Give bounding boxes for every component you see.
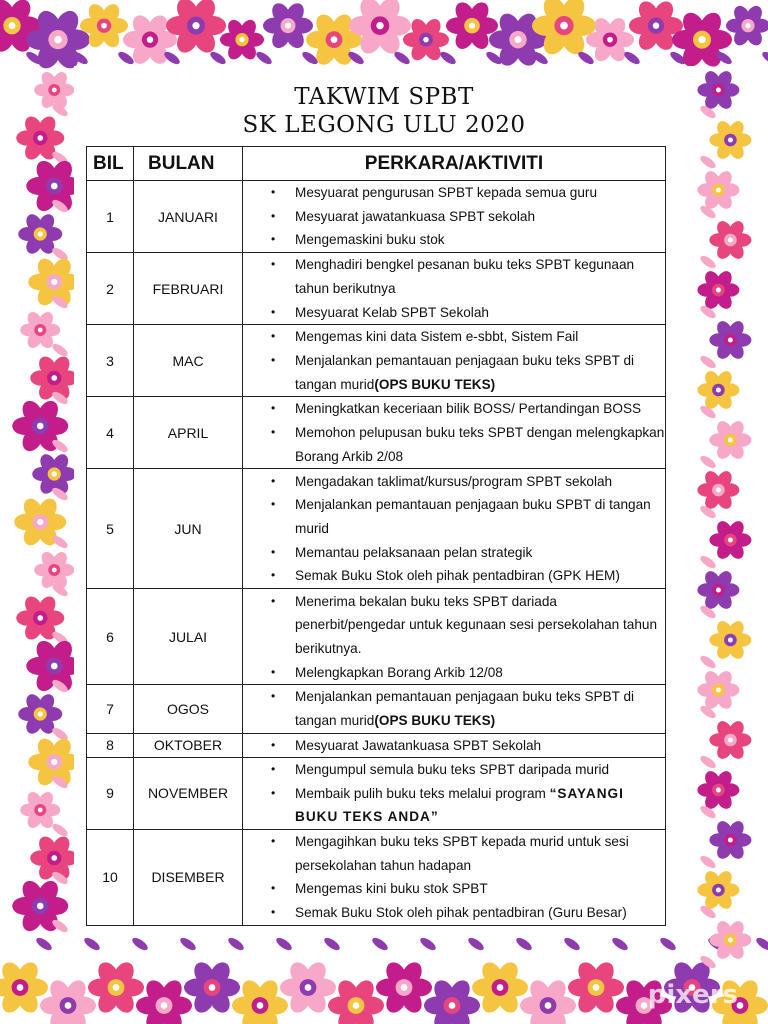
row-month: MAC — [134, 325, 243, 397]
leaf-decoration — [698, 554, 717, 571]
activity-list — [243, 735, 665, 756]
activity-item: • Mengumpul semula buku teks SPBT daripada murid — [295, 758, 665, 782]
leaf-decoration — [226, 936, 245, 953]
leaf-decoration — [50, 342, 69, 359]
flower-decoration — [424, 977, 480, 1024]
leaf-decoration — [50, 822, 69, 839]
leaf-decoration — [82, 936, 101, 953]
watermark-text: pixers — [647, 980, 738, 1010]
flower-decoration — [697, 768, 739, 811]
activity-list — [243, 253, 665, 324]
activity-item: • Melengkapkan Borang Arkib 12/08 — [295, 661, 665, 685]
flower-decoration — [709, 818, 751, 861]
activity-list — [243, 325, 665, 396]
leaf-decoration — [116, 50, 135, 67]
flower-decoration — [697, 668, 739, 711]
activity-item: • Memohon pelupusan buku teks SPBT dengan melengkapkan Borang Arkib 2/08 — [295, 421, 665, 468]
row-month: JUN — [134, 469, 243, 589]
flower-decoration — [709, 518, 751, 561]
table-row — [87, 829, 666, 925]
flower-decoration — [709, 618, 751, 661]
activity-list — [243, 181, 665, 252]
leaf-decoration — [698, 454, 717, 471]
column-header-bulan: BULAN — [134, 147, 243, 181]
flower-decoration — [709, 418, 751, 461]
flower-decoration — [376, 959, 432, 1016]
leaf-decoration — [418, 936, 437, 953]
document-title: TAKWIM SPBT — [294, 84, 474, 110]
leaf-decoration — [754, 936, 768, 953]
row-month: OGOS — [134, 685, 243, 733]
row-month: JANUARI — [134, 181, 243, 253]
flower-decoration — [328, 977, 384, 1024]
activity-item: • Mesyuarat pengurusan SPBT kepada semua guru — [295, 181, 665, 205]
flower-decoration — [263, 0, 313, 51]
leaf-decoration — [254, 50, 273, 67]
flower-decoration — [726, 3, 768, 48]
leaf-decoration — [322, 936, 341, 953]
activity-item: • Memantau pelaksanaan pelan strategik — [295, 541, 665, 565]
flower-decoration — [472, 959, 528, 1016]
row-month: NOVEMBER — [134, 757, 243, 829]
column-header-perkara: PERKARA/AKTIVITI — [243, 147, 666, 181]
flower-decoration — [709, 718, 751, 761]
activity-list — [243, 685, 665, 732]
flower-decoration — [697, 468, 739, 511]
flower-decoration — [232, 977, 288, 1024]
activity-item: • Mesyuarat Jawatankuasa SPBT Sekolah — [295, 735, 665, 756]
flower-decoration — [697, 868, 739, 911]
flower-decoration — [697, 368, 739, 411]
calendar-table — [86, 146, 666, 926]
row-month: DISEMBER — [134, 829, 243, 925]
leaf-decoration — [274, 936, 293, 953]
leaf-decoration — [370, 936, 389, 953]
row-number: 10 — [87, 829, 134, 925]
flower-decoration — [697, 568, 739, 611]
row-number: 3 — [87, 325, 134, 397]
table-row — [87, 589, 666, 685]
leaf-decoration — [622, 50, 641, 67]
activity-item — [295, 782, 665, 829]
table-row — [87, 469, 666, 589]
activity-list — [243, 830, 665, 925]
activity-item: • Menjalankan pemantauan penjagaan buku SPBT di tangan murid — [295, 493, 665, 540]
row-number: 1 — [87, 181, 134, 253]
leaf-decoration — [208, 50, 227, 67]
flower-decoration — [446, 0, 498, 52]
leaf-decoration — [130, 936, 149, 953]
flower-decoration — [697, 268, 739, 311]
leaf-decoration — [698, 854, 717, 871]
leaf-decoration — [466, 936, 485, 953]
leaf-decoration — [514, 936, 533, 953]
activity-item: • Mesyuarat jawatankuasa SPBT sekolah — [295, 205, 665, 229]
leaf-decoration — [698, 154, 717, 171]
flower-decoration — [520, 977, 576, 1024]
row-month: APRIL — [134, 397, 243, 469]
table-row — [87, 325, 666, 397]
table-header-row — [87, 147, 666, 181]
activity-text: Menjalankan pemantauan penjagaan buku teks SPBT di tangan murid — [295, 352, 635, 392]
leaf-decoration — [610, 936, 629, 953]
activity-list — [243, 590, 665, 685]
flower-decoration — [88, 959, 144, 1016]
row-number: 7 — [87, 685, 134, 733]
row-month: OKTOBER — [134, 733, 243, 757]
table-row — [87, 397, 666, 469]
activity-list — [243, 397, 665, 468]
activity-emphasis: “SAYANGI BUKU TEKS ANDA” — [295, 785, 624, 825]
activity-item: • Mengemas kini data Sistem e-sbbt, Sistem Fail — [295, 325, 665, 349]
activity-item — [295, 349, 665, 396]
activity-item: • Meningkatkan keceriaan bilik BOSS/ Pertandingan BOSS — [295, 397, 665, 421]
flower-decoration — [136, 977, 192, 1024]
activity-list — [243, 470, 665, 589]
activity-emphasis: (OPS BUKU TEKS) — [374, 376, 496, 392]
row-number: 4 — [87, 397, 134, 469]
leaf-decoration — [658, 936, 677, 953]
activity-item: • Mengemaskini buku stok — [295, 228, 665, 252]
table-row — [87, 253, 666, 325]
table-row — [87, 181, 666, 253]
row-month: FEBRUARI — [134, 253, 243, 325]
activity-item: • Mengadakan taklimat/kursus/program SPBT sekolah — [295, 470, 665, 494]
row-month: JULAI — [134, 589, 243, 685]
leaf-decoration — [698, 654, 717, 671]
activity-item: • Mengemas kini buku stok SPBT — [295, 877, 665, 901]
leaf-decoration — [34, 936, 53, 953]
row-number: 9 — [87, 757, 134, 829]
flower-decoration — [568, 959, 624, 1016]
flower-decoration — [532, 0, 596, 58]
table-row — [87, 685, 666, 733]
flower-decoration — [349, 0, 411, 57]
leaf-decoration — [698, 254, 717, 271]
flower-decoration — [40, 977, 96, 1024]
table-row — [87, 733, 666, 757]
leaf-decoration — [698, 754, 717, 771]
activity-text: Membaik pulih buku teks melalui program — [295, 785, 550, 801]
activity-item: • Menghadiri bengkel pesanan buku teks SPBT kegunaan tahun berikutnya — [295, 253, 665, 300]
row-number: 5 — [87, 469, 134, 589]
activity-item: • Semak Buku Stok oleh pihak pentadbiran (Guru Besar) — [295, 901, 665, 925]
flower-decoration — [280, 959, 336, 1016]
activity-emphasis: (OPS BUKU TEKS) — [374, 713, 496, 729]
flower-decoration — [709, 218, 751, 261]
activity-item — [295, 685, 665, 732]
row-number: 2 — [87, 253, 134, 325]
flower-decoration — [709, 318, 751, 361]
leaf-decoration — [438, 50, 457, 67]
activity-item: • Mesyuarat Kelab SPBT Sekolah — [295, 301, 665, 325]
leaf-decoration — [760, 50, 768, 67]
flower-decoration — [184, 959, 240, 1016]
leaf-decoration — [178, 936, 197, 953]
flower-decoration — [697, 168, 739, 211]
leaf-decoration — [562, 936, 581, 953]
column-header-bil: BIL — [87, 147, 134, 181]
row-number: 8 — [87, 733, 134, 757]
activity-item: • Semak Buku Stok oleh pihak pentadbiran (GPK HEM) — [295, 564, 665, 588]
document-subtitle: SK LEGONG ULU 2020 — [242, 112, 526, 138]
activity-item: • Menerima bekalan buku teks SPBT dariada penerbit/pengedar untuk kegunaan sesi persekolahan tahun berikutnya. — [295, 590, 665, 661]
table-row — [87, 757, 666, 829]
leaf-decoration — [698, 354, 717, 371]
flower-decoration — [709, 918, 751, 961]
flower-decoration — [166, 0, 226, 56]
row-number: 6 — [87, 589, 134, 685]
activity-list — [243, 758, 665, 829]
activity-text: Menjalankan pemantauan penjagaan buku teks SPBT di tangan murid — [295, 689, 635, 729]
activity-item: • Mengagihkan buku teks SPBT kepada murid untuk sesi persekolahan tahun hadapan — [295, 830, 665, 877]
